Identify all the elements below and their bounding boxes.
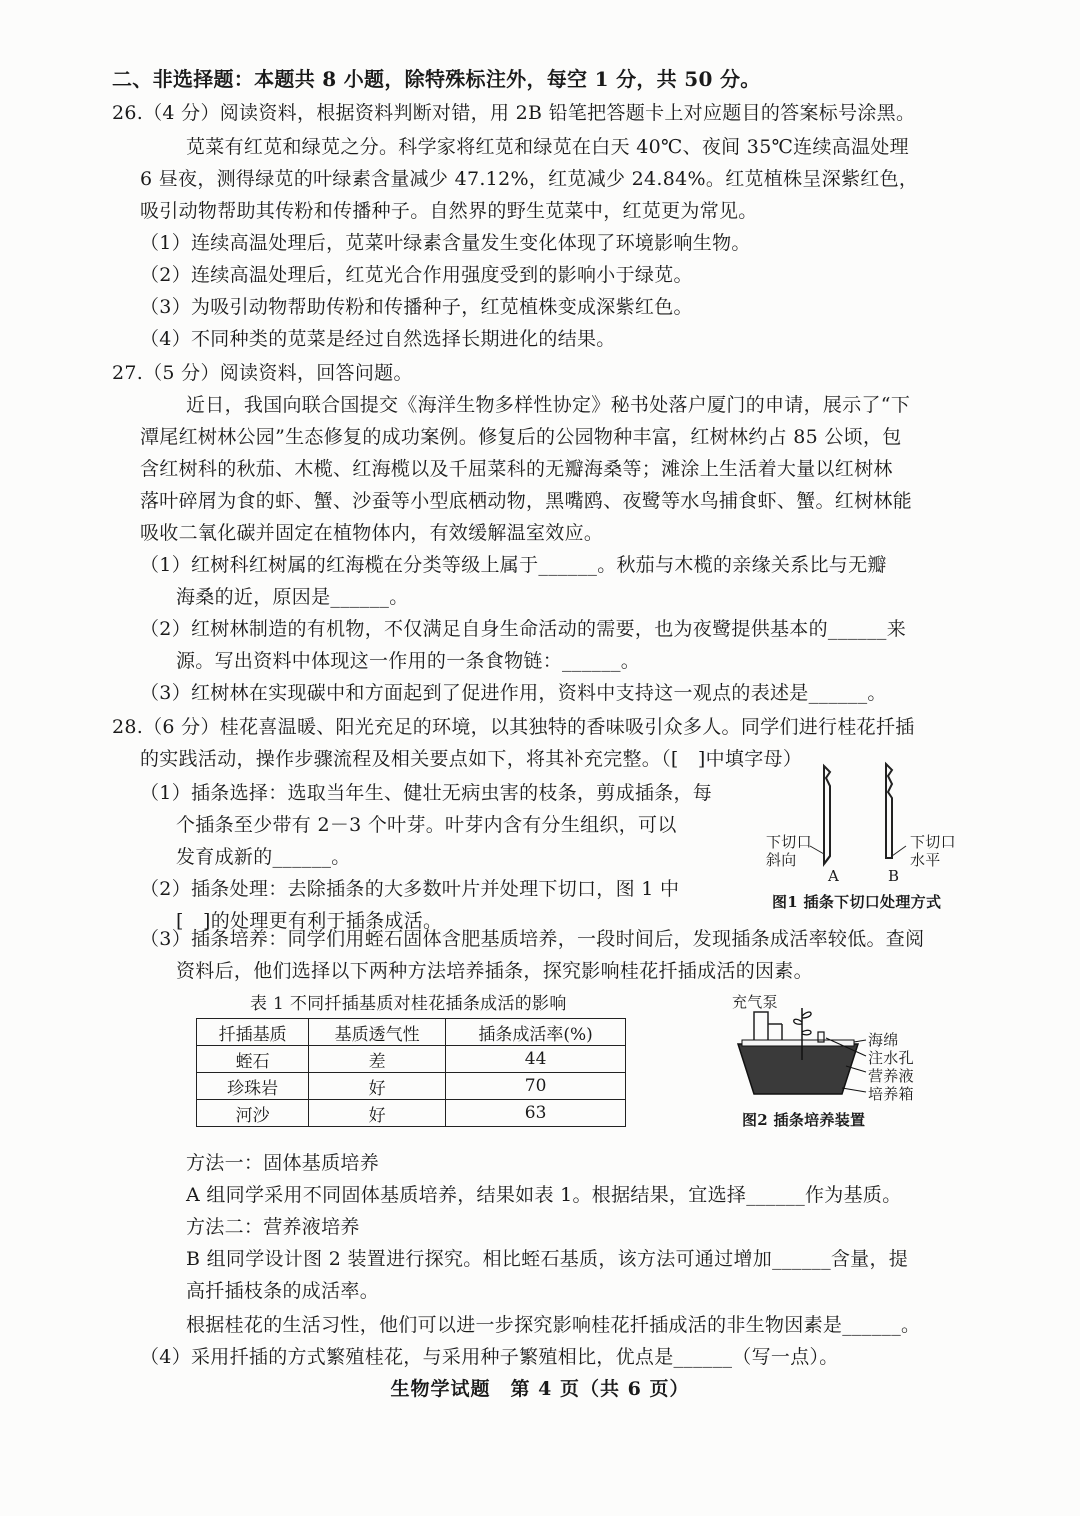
table-header-cell: 基质透气性 — [309, 1019, 446, 1046]
q27-material-line: 潭尾红树林公园”生态修复的成功案例。修复后的公园物种丰富，红树林约占 85 公顷，包 — [140, 426, 902, 448]
method-2-title: 方法二：营养液培养 — [186, 1216, 360, 1238]
method-2-text: B 组同学设计图 2 装置进行探究。相比蛭石基质，该方法可通过增加______含量，提 — [186, 1248, 909, 1270]
table-row — [197, 1073, 626, 1100]
q28-stem-cont: 的实践活动，操作步骤流程及相关要点如下，将其补充完整。（[ ]中填字母） — [140, 748, 803, 770]
fig2-pump-label: 充气泵 — [732, 993, 778, 1011]
method-1-title: 方法一：固体基质培养 — [186, 1152, 380, 1174]
q28-p1-cont: 个插条至少带有 2－3 个叶芽。叶芽内含有分生组织，可以 — [176, 814, 677, 836]
q27-item: （1）红树科红树属的红海榄在分类等级上属于______。秋茄与木榄的亲缘关系比与无瓣 — [140, 554, 887, 576]
q28-p3-cont: 资料后，他们选择以下两种方法培养插条，探究影响桂花扦插成活的因素。 — [176, 960, 813, 982]
method-2-question: 根据桂花的生活习性，他们可以进一步探究影响桂花扦插成活的非生物因素是______。 — [186, 1314, 921, 1336]
fig1-right-label: 下切口 — [910, 833, 956, 851]
fig2-sponge-label: 海绵 — [868, 1031, 899, 1049]
section-header: 二、非选择题：本题共 8 小题，除特殊标注外，每空 1 分，共 50 分。 — [112, 67, 761, 91]
q27-stem: 27.（5 分）阅读资料，回答问题。 — [112, 362, 413, 384]
table-1 — [196, 1018, 626, 1127]
table-header-cell: 插条成活率(%) — [446, 1019, 626, 1046]
method-1-text: A 组同学采用不同固体基质培养，结果如表 1。根据结果，宜选择______作为基质。 — [186, 1184, 902, 1206]
q27-material-line: 含红树科的秋茄、木榄、红海榄以及千屈菜科的无瓣海桑等；滩涂上生活着大量以红树林 — [140, 458, 893, 480]
q26-item: （1）连续高温处理后，苋菜叶绿素含量发生变化体现了环境影响生物。 — [140, 232, 751, 254]
table-header-row — [197, 1019, 626, 1046]
culture-box-icon — [738, 1044, 858, 1094]
q26-material-line: 吸引动物帮助其传粉和传播种子。自然界的野生苋菜中，红苋更为常见。 — [140, 200, 758, 222]
q27-material-line: 近日，我国向联合国提交《海洋生物多样性协定》秘书处落户厦门的申请，展示了“下 — [186, 394, 911, 416]
cutting-a-icon — [824, 766, 830, 864]
table-cell: 差 — [309, 1046, 446, 1073]
fig1-right-label: 水平 — [910, 851, 941, 869]
q28-p4: （4）采用扦插的方式繁殖桂花，与采用种子繁殖相比，优点是______（写一点）。 — [140, 1346, 839, 1368]
table-cell: 蛭石 — [197, 1046, 309, 1073]
table-cell: 好 — [309, 1073, 446, 1100]
method-2-text-cont: 高扦插枝条的成活率。 — [186, 1280, 380, 1302]
q27-item: （2）红树林制造的有机物，不仅满足自身生命活动的需要，也为夜鹭提供基本的______来 — [140, 618, 906, 640]
fig2-box-label: 培养箱 — [868, 1085, 914, 1103]
figure-2-apparatus — [730, 1000, 870, 1110]
q28-p1: （1）插条选择：选取当年生、健壮无病虫害的枝条，剪成插条，每 — [140, 782, 713, 804]
q27-item: （3）红树林在实现碳中和方面起到了促进作用，资料中支持这一观点的表述是______。 — [140, 682, 887, 704]
table-cell: 70 — [446, 1073, 626, 1100]
fig1-left-label: 斜向 — [766, 851, 797, 869]
fig2-caption: 图2 插条培养装置 — [742, 1111, 866, 1129]
fig1-letter-a: A — [828, 867, 840, 885]
q28-stem: 28.（6 分）桂花喜温暖、阳光充足的环境，以其独特的香味吸引众多人。同学们进行桂花扦插 — [112, 716, 915, 738]
q27-item-cont: 海桑的近，原因是______。 — [176, 586, 409, 608]
table-1-caption: 表 1 不同扦插基质对桂花插条成活的影响 — [250, 994, 567, 1014]
fig1-left-label: 下切口 — [766, 833, 812, 851]
air-pump-icon — [754, 1012, 768, 1042]
q28-p3: （3）插条培养：同学们用蛭石固体含肥基质培养，一段时间后，发现插条成活率较低。查阅 — [140, 928, 925, 950]
q26-stem: 26.（4 分）阅读资料，根据资料判断对错，用 2B 铅笔把答题卡上对应题目的答案标号涂黑。 — [112, 102, 916, 124]
q26-material-line: 6 昼夜，测得绿苋的叶绿素含量减少 47.12%，红苋减少 24.84%。红苋植株呈深紫红色， — [140, 168, 919, 190]
q28-p1-cont: 发育成新的______。 — [176, 846, 351, 868]
fig1-letter-b: B — [888, 867, 900, 885]
q27-material-line: 吸收二氧化碳并固定在植物体内，有效缓解温室效应。 — [140, 522, 604, 544]
table-row — [197, 1046, 626, 1073]
q27-item-cont: 源。写出资料中体现这一作用的一条食物链：______。 — [176, 650, 641, 672]
fig2-hole-label: 注水孔 — [868, 1049, 914, 1067]
table-cell: 珍珠岩 — [197, 1073, 309, 1100]
fig2-liquid-label: 营养液 — [868, 1067, 914, 1085]
q26-material-line: 苋菜有红苋和绿苋之分。科学家将红苋和绿苋在白天 40℃、夜间 35℃连续高温处理 — [186, 136, 909, 158]
q26-item: （4）不同种类的苋菜是经过自然选择长期进化的结果。 — [140, 328, 616, 350]
q28-p2: （2）插条处理：去除插条的大多数叶片并处理下切口，图 1 中 — [140, 878, 680, 900]
table-cell: 63 — [446, 1100, 626, 1127]
table-header-cell: 扦插基质 — [197, 1019, 309, 1046]
fig1-caption: 图1 插条下切口处理方式 — [772, 893, 942, 911]
table-cell: 河沙 — [197, 1100, 309, 1127]
q26-item: （2）连续高温处理后，红苋光合作用强度受到的影响小于绿苋。 — [140, 264, 693, 286]
q28-p2-cont: [ ]的处理更有利于插条成活。 — [176, 910, 443, 932]
q26-item: （3）为吸引动物帮助传粉和传播种子，红苋植株变成深紫红色。 — [140, 296, 693, 318]
q27-material-line: 落叶碎屑为食的虾、蟹、沙蚕等小型底栖动物，黑嘴鸥、夜鹭等水鸟捕食虾、蟹。红树林能 — [140, 490, 913, 512]
cutting-b-icon — [886, 764, 892, 858]
page-footer: 生物学试题 第 4 页（共 6 页） — [390, 1378, 690, 1400]
table-row — [197, 1100, 626, 1127]
table-cell: 好 — [309, 1100, 446, 1127]
table-cell: 44 — [446, 1046, 626, 1073]
